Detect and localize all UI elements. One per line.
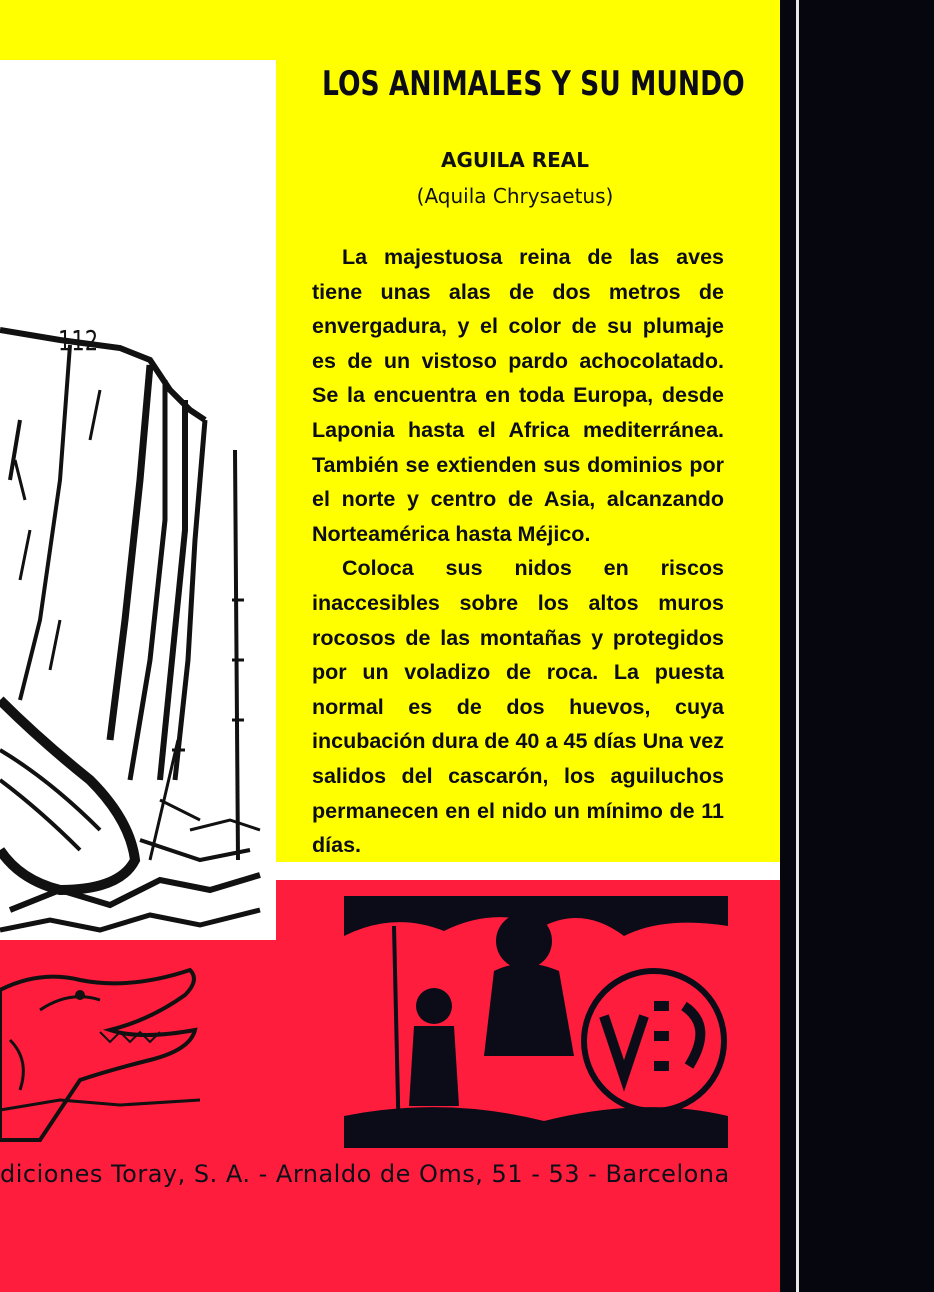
book-spine <box>780 0 934 1292</box>
spine-edge-line <box>796 0 799 1292</box>
page-number: 112 <box>58 324 99 357</box>
paragraph-2: Coloca sus nidos en riscos inaccesibles sobre los altos muros rocosos de las montañas y protegidos por un voladizo de roca. La puesta normal es de dos huevos, cuya incubación dura de 40 a 45 días Una vez salidos del cascarón, los aguiluchos permanecen en el nido un mínimo de 11 días. <box>312 556 724 858</box>
crocodile-illustration <box>0 950 280 1150</box>
paragraph-1: La majestuosa reina de las aves tiene unas alas de dos metros de envergadura, y el color de su plumaje es de un vistoso pardo achocolatado. Se la encuentra en toda Europa, desde Laponia hasta el Africa mediterránea. También se extienden sus dominios por el norte y centro de Asia, alcanzando Norteamérica hasta Méjico. <box>312 245 724 546</box>
rock-nest-illustration <box>0 60 276 940</box>
warriors-illustration <box>344 896 728 1148</box>
white-divider <box>266 862 780 880</box>
animal-name: AGUILA REAL <box>440 148 590 172</box>
illustration-panel <box>0 60 276 940</box>
page-title: LOS ANIMALES Y SU MUNDO <box>322 64 745 104</box>
publisher-footer: diciones Toray, S. A. - Arnaldo de Oms, 51 - 53 - Barcelona <box>0 1160 730 1188</box>
scientific-name: (Aquila Chrysaetus) <box>416 184 614 208</box>
article-body <box>312 240 724 863</box>
